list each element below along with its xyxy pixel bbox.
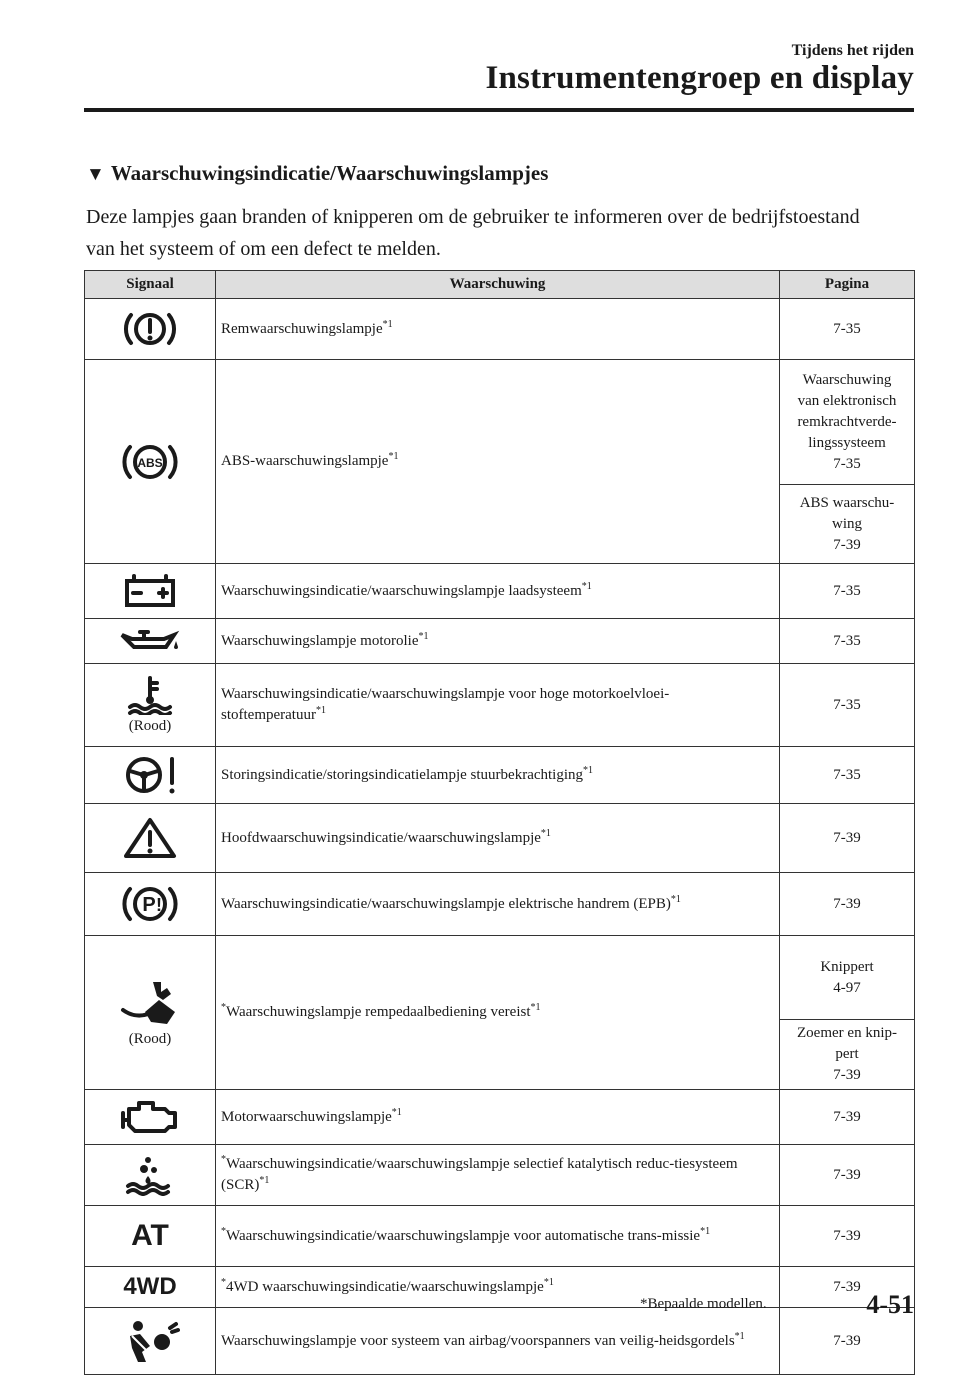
- signal-cell: [85, 1267, 216, 1308]
- warning-text: Waarschuwingsindicatie/waarschuwingslampje elektrische handrem (EPB): [221, 895, 671, 912]
- scr-system-icon: [85, 1154, 215, 1196]
- power-steering-icon: [85, 753, 215, 797]
- footnote-marker: *1: [700, 1225, 711, 1237]
- page-reference: 7-35: [833, 766, 861, 783]
- page-reference: 7-39: [833, 1278, 861, 1295]
- table-body: [85, 299, 915, 1375]
- page-cell: [780, 1145, 915, 1206]
- signal-note: (Rood): [128, 718, 172, 734]
- master-warning-icon: [85, 816, 215, 860]
- header-divider: [84, 108, 914, 112]
- table-row: [85, 564, 915, 619]
- page-reference: 7-35: [833, 582, 861, 599]
- footnote-prefix: *: [221, 1276, 226, 1288]
- page-reference: Zoemer en knip- pert 7-39: [797, 1025, 897, 1083]
- section-heading: [86, 161, 548, 186]
- warning-cell: [216, 804, 780, 873]
- footnote-marker: *1: [530, 1002, 541, 1013]
- signal-cell: [85, 1308, 216, 1375]
- footnote-marker: *1: [543, 1276, 554, 1288]
- abs-warning-icon: [85, 438, 215, 486]
- footnote-prefix: *: [221, 1225, 226, 1237]
- airbag-seatbelt-icon: [85, 1318, 215, 1364]
- page-cell: [780, 936, 915, 1020]
- check-engine-icon: [85, 1097, 215, 1137]
- coolant-temperature-icon: [85, 675, 215, 715]
- automatic-transmission-icon: AT: [131, 1219, 169, 1252]
- warning-text: Hoofdwaarschuwingsindicatie/waarschuwingslampje: [221, 829, 541, 846]
- signal-cell: [85, 1090, 216, 1145]
- svg-text:ABS: ABS: [137, 455, 163, 470]
- section-heading-text: Waarschuwingsindicatie/Waarschuwingslampjes: [110, 161, 549, 185]
- warning-cell: [216, 664, 780, 747]
- page-reference: 7-39: [833, 1332, 861, 1349]
- footnote-marker: *1: [581, 580, 592, 592]
- page-reference: ABS waarschu- wing 7-39: [799, 494, 895, 553]
- chapter-label: Tijdens het rijden: [791, 42, 914, 59]
- page-number: 4-51: [866, 1290, 914, 1319]
- warning-lights-table: [84, 270, 915, 1375]
- table-row: [85, 299, 915, 360]
- footnote-marker: *1: [388, 451, 399, 462]
- footnote-marker: *1: [418, 630, 429, 642]
- footnote-marker: *1: [315, 705, 326, 716]
- page-reference: Waarschuwing van elektronisch remkrachtverde- lingssysteem 7-35: [797, 371, 897, 472]
- brake-pedal-icon: [85, 978, 215, 1028]
- warning-text: 4WD waarschuwingsindicatie/waarschuwingslampje: [226, 1278, 544, 1295]
- warning-cell: [216, 747, 780, 804]
- signal-cell: [85, 804, 216, 873]
- footnote-marker: *1: [670, 893, 681, 905]
- table-header-row: [85, 271, 915, 299]
- warning-cell: [216, 619, 780, 664]
- page-cell: [780, 1020, 915, 1090]
- footnote-marker: *1: [391, 1106, 402, 1118]
- table-row: [85, 804, 915, 873]
- signal-cell: [85, 299, 216, 360]
- page-reference: 7-39: [833, 1166, 861, 1183]
- page-cell: [780, 360, 915, 485]
- signal-note: (Rood): [128, 1030, 172, 1047]
- warning-text: Waarschuwingsindicatie/waarschuwingslampje laadsysteem: [221, 582, 582, 599]
- warning-text: Motorwaarschuwingslampje: [221, 1108, 392, 1125]
- signal-cell: [85, 664, 216, 747]
- table-row: [85, 1090, 915, 1145]
- signal-cell: [85, 619, 216, 664]
- warning-cell: [216, 1090, 780, 1145]
- warning-cell: [216, 564, 780, 619]
- signal-cell: [85, 1206, 216, 1267]
- table-row: [85, 619, 915, 664]
- page-cell: [780, 1090, 915, 1145]
- page-cell: [780, 747, 915, 804]
- signal-cell: [85, 873, 216, 936]
- page-cell: [780, 804, 915, 873]
- warning-text: Remwaarschuwingslampje: [221, 320, 383, 337]
- warning-text: Waarschuwingslampje rempedaalbediening vereist: [226, 1004, 531, 1020]
- table-row: [85, 747, 915, 804]
- warning-cell: [216, 936, 780, 1090]
- column-header-warning: Waarschuwing: [216, 271, 780, 299]
- warning-text: Waarschuwingsindicatie/waarschuwingslampje selectief katalytisch reduc-tiesysteem (SCR): [221, 1156, 738, 1193]
- footnote-marker: *1: [382, 318, 393, 330]
- table-row: [85, 873, 915, 936]
- signal-cell: [85, 564, 216, 619]
- page-reference: 7-39: [833, 1108, 861, 1125]
- page-cell: [780, 485, 915, 564]
- signal-cell: [85, 747, 216, 804]
- page-reference: 7-39: [833, 895, 861, 912]
- table-row: [85, 936, 915, 1020]
- warning-cell: [216, 1145, 780, 1206]
- page-cell: [780, 619, 915, 664]
- page-reference: 7-35: [833, 320, 861, 337]
- table-row: [85, 1308, 915, 1375]
- footnote-marker: *1: [583, 764, 594, 776]
- page-cell: [780, 664, 915, 747]
- footnote: *Bepaalde modellen.: [640, 1296, 767, 1312]
- table-row: [85, 1145, 915, 1206]
- svg-text:P: P: [142, 894, 156, 916]
- four-wheel-drive-icon: 4WD: [123, 1273, 177, 1300]
- warning-cell: [216, 1308, 780, 1375]
- page-reference: 7-35: [833, 696, 861, 713]
- page-reference: 7-39: [833, 829, 861, 846]
- electric-parking-brake-icon: [85, 880, 215, 928]
- column-header-page: Pagina: [780, 271, 915, 299]
- warning-text: Waarschuwingsindicatie/waarschuwingslampje voor automatische trans-missie: [226, 1227, 701, 1244]
- warning-text: Storingsindicatie/storingsindicatielampje stuurbekrachtiging: [221, 766, 584, 783]
- signal-cell: [85, 936, 216, 1090]
- battery-charging-icon: [85, 573, 215, 609]
- column-header-signal: Signaal: [85, 271, 216, 299]
- table-row: [85, 1267, 915, 1308]
- footnote-prefix: *: [221, 1002, 226, 1013]
- footnote-prefix: *: [221, 1154, 226, 1165]
- table-row: [85, 1206, 915, 1267]
- warning-cell: [216, 299, 780, 360]
- page-cell: [780, 564, 915, 619]
- warning-text: ABS-waarschuwingslampje: [221, 453, 389, 469]
- table-row: [85, 664, 915, 747]
- triangle-marker-icon: ▼: [86, 164, 105, 185]
- warning-text: Waarschuwingslampje motorolie: [221, 632, 419, 649]
- page-title: Instrumentengroep en display: [485, 60, 914, 96]
- page-cell: [780, 1206, 915, 1267]
- brake-warning-icon: [85, 307, 215, 351]
- warning-cell: [216, 1206, 780, 1267]
- oil-pressure-icon: [85, 627, 215, 655]
- page-reference: Knippert 4-97: [820, 958, 874, 996]
- warning-cell: [216, 873, 780, 936]
- intro-paragraph: Deze lampjes gaan branden of knipperen om de gebruiker te informeren over de bedrijfstoestand van het systeem of om een defect te melden.: [86, 206, 860, 260]
- page-cell: [780, 873, 915, 936]
- signal-cell: [85, 360, 216, 564]
- warning-cell: [216, 360, 780, 564]
- warning-text: Waarschuwingslampje voor systeem van airbag/voorspanners van veilig-heidsgordels: [221, 1332, 735, 1349]
- page-cell: [780, 299, 915, 360]
- svg-text:!: !: [156, 895, 162, 915]
- footnote-marker: *1: [734, 1330, 745, 1342]
- footnote-marker: *1: [540, 827, 551, 839]
- warning-text: Waarschuwingsindicatie/waarschuwingslampje voor hoge motorkoelvloei-stoftemperatuur: [221, 686, 670, 723]
- signal-cell: [85, 1145, 216, 1206]
- page-reference: 7-39: [833, 1227, 861, 1244]
- page-reference: 7-35: [833, 632, 861, 649]
- table-row: [85, 360, 915, 485]
- footnote-marker: *1: [259, 1175, 270, 1186]
